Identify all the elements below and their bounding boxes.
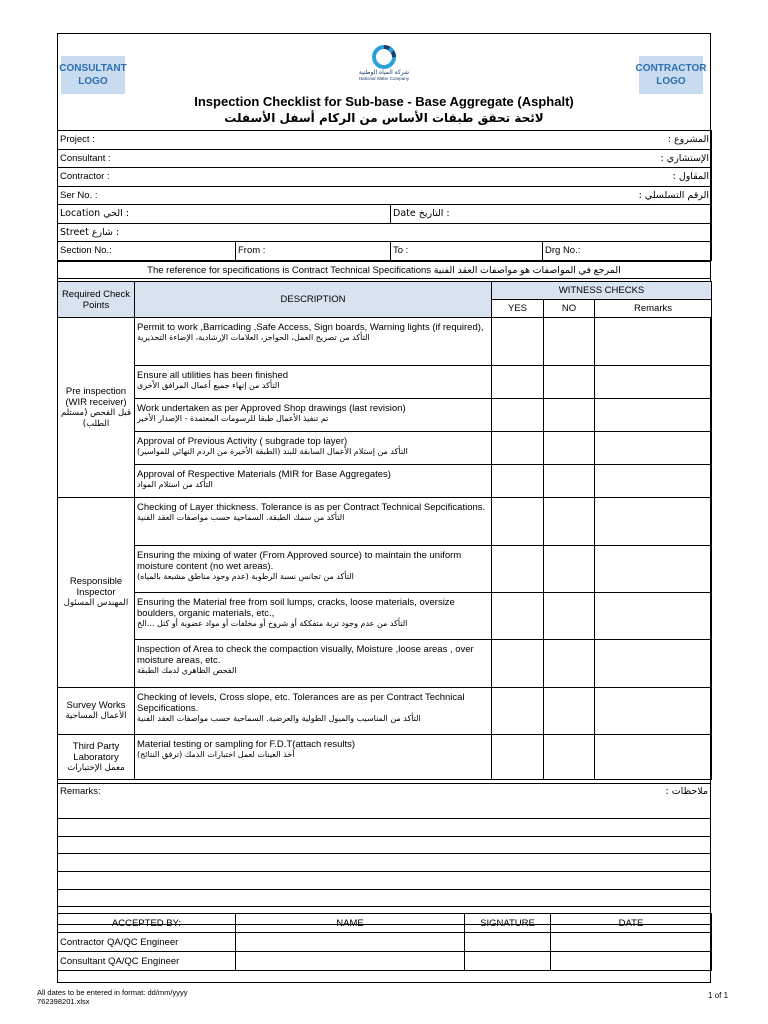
yes-cell[interactable] xyxy=(492,593,544,640)
consultant-date-cell[interactable] xyxy=(551,952,712,971)
remarks-cell[interactable] xyxy=(595,465,712,498)
description-en: Permit to work ,Barricading ,Safe Access, Sign boards, Warning lights (if required), xyxy=(137,322,484,333)
checklist-row xyxy=(58,318,712,366)
water-drop-icon xyxy=(370,45,398,69)
section-no-field[interactable]: Section No.: xyxy=(58,242,236,261)
remarks-cell[interactable] xyxy=(595,318,712,366)
contractor-field[interactable]: Contractor : المقاول : xyxy=(58,168,712,187)
category-label: Third Party Laboratory xyxy=(72,740,120,763)
from-field[interactable]: From : xyxy=(236,242,391,261)
remarks-cell[interactable] xyxy=(595,432,712,465)
item-description xyxy=(135,735,492,780)
remarks-line[interactable] xyxy=(58,872,711,890)
item-description xyxy=(135,546,492,593)
description-ar: التأكد من إنهاء جميع أعمال المرافق الأخرى xyxy=(137,381,280,390)
checklist-row xyxy=(58,640,712,688)
company-logo xyxy=(353,45,415,93)
description-ar: التأكد من تجانس نسبة الرطوبة (عدم وجود مناطق مشبعة بالمياه) xyxy=(137,572,354,581)
contractor-date-cell[interactable] xyxy=(551,933,712,952)
check-point-category xyxy=(58,498,135,688)
company-name-en: National Water Company xyxy=(358,76,410,81)
description-header: DESCRIPTION xyxy=(135,282,492,318)
consultant-logo: CONSULTANT LOGO xyxy=(61,56,125,94)
description-en: Ensuring the Material free from soil lumps, cracks, loose materials, oversize boulders, organic materials, etc., xyxy=(137,597,455,619)
category-label: Survey Works xyxy=(66,700,126,711)
drg-no-field[interactable]: Drg No.: xyxy=(543,242,712,261)
description-ar: التأكد من إستلام الأعمال السابقة للبند (الطبقة الأخيرة من الردم النهائي للمواسير) xyxy=(137,447,408,456)
yes-cell[interactable] xyxy=(492,640,544,688)
no-cell[interactable] xyxy=(544,593,595,640)
reference-text: The reference for specifications is Contract Technical Specifications المرجع في المواصفات هو مواصفات العقد الفنية xyxy=(58,262,711,279)
remarks-line[interactable] xyxy=(58,819,711,837)
reference-table xyxy=(57,261,711,279)
remarks-cell[interactable] xyxy=(595,735,712,780)
no-cell[interactable] xyxy=(544,546,595,593)
checklist-table xyxy=(57,281,712,780)
page-number: 1 of 1 xyxy=(708,991,729,1000)
project-row xyxy=(58,131,712,150)
description-en: Ensure all utilities has been finished xyxy=(137,370,289,381)
yes-header: YES xyxy=(492,300,544,318)
to-field[interactable]: To : xyxy=(391,242,543,261)
title-english: Inspection Checklist for Sub-base - Base Aggregate (Asphalt) xyxy=(194,94,574,109)
item-description xyxy=(135,593,492,640)
description-en: Approval of Respective Materials (MIR for Base Aggregates) xyxy=(137,469,391,480)
contractor-signature-cell[interactable] xyxy=(465,933,551,952)
yes-cell[interactable] xyxy=(492,735,544,780)
description-ar: التأكد من تصريح العمل، الحواجز، العلامات الإرشادية، الإضاءة التحذيرية xyxy=(137,333,370,342)
description-en: Checking of levels, Cross slope, etc. Tolerances are as per Contract Technical Sepcifications. xyxy=(137,692,465,714)
section-row xyxy=(58,242,712,261)
acceptance-table xyxy=(57,913,712,971)
description-ar: التأكد من استلام المواد xyxy=(137,480,213,489)
description-en: Ensuring the mixing of water (From Approved source) to maintain the uniform moisture content (no wet areas). xyxy=(137,550,462,572)
remarks-cell[interactable] xyxy=(595,366,712,399)
consultant-field[interactable]: Consultant : الإستشاري : xyxy=(58,149,712,168)
item-description xyxy=(135,465,492,498)
remarks-cell[interactable] xyxy=(595,640,712,688)
signature-header: SIGNATURE xyxy=(465,914,551,933)
yes-cell[interactable] xyxy=(492,318,544,366)
description-en: Inspection of Area to check the compaction visually, Moisture ,loose areas , over moisture areas, etc. xyxy=(137,644,474,666)
item-description xyxy=(135,640,492,688)
item-description xyxy=(135,498,492,546)
checklist-row xyxy=(58,498,712,546)
ser-no-row xyxy=(58,186,712,205)
item-description xyxy=(135,399,492,432)
checklist-row xyxy=(58,593,712,640)
yes-cell[interactable] xyxy=(492,546,544,593)
date-field[interactable]: Date التاريخ : xyxy=(391,205,712,224)
remarks-table xyxy=(57,783,711,925)
description-en: Work undertaken as per Approved Shop drawings (last revision) xyxy=(137,403,406,414)
check-point-category xyxy=(58,735,135,780)
file-name: 762398201.xlsx xyxy=(37,997,90,1006)
checklist-row xyxy=(58,399,712,432)
description-en: Checking of Layer thickness. Tolerance is as per Contract Technical Sepcifications. xyxy=(137,502,486,513)
remarks-header: Remarks xyxy=(595,300,712,318)
yes-cell[interactable] xyxy=(492,498,544,546)
remarks-line[interactable] xyxy=(58,854,711,872)
remarks-cell[interactable] xyxy=(595,399,712,432)
category-label-ar: المهندس المسئول xyxy=(63,598,129,608)
checklist-row xyxy=(58,432,712,465)
description-en: Material testing or sampling for F.D.T(attach results) xyxy=(137,739,356,750)
checklist-body xyxy=(58,318,712,780)
item-description xyxy=(135,318,492,366)
contractor-name-cell[interactable] xyxy=(236,933,465,952)
remarks-cell[interactable] xyxy=(595,593,712,640)
description-ar: تم تنفيذ الأعمال طبقا للرسومات المعتمدة - الإصدار الأخير xyxy=(137,414,329,423)
no-cell[interactable] xyxy=(544,498,595,546)
accepted-by-header: ACCEPTED BY: xyxy=(58,914,236,933)
item-description xyxy=(135,688,492,735)
item-description xyxy=(135,432,492,465)
check-point-category xyxy=(58,688,135,735)
description-ar: أخذ العينات لعمل اختبارات الدمك (ترفق النتائج) xyxy=(137,750,295,759)
remarks-line[interactable] xyxy=(58,889,711,907)
consultant-signature-cell[interactable] xyxy=(465,952,551,971)
title-arabic: لائحة تحقق طبقات الأساس من الركام أسفل الأسفلت xyxy=(224,111,544,125)
description-ar: التأكد من عدم وجود تربة متفككة أو شروخ أو مخلفات أو مواد عضوية أو كتل ...الخ xyxy=(137,619,408,628)
description-ar: التأكد من سمك الطبقة. السماحية حسب مواصفات العقد الفنية xyxy=(137,513,345,522)
no-cell[interactable] xyxy=(544,688,595,735)
date-header: DATE xyxy=(551,914,712,933)
description-en: Approval of Previous Activity ( subgrade top layer) xyxy=(137,436,348,447)
no-cell[interactable] xyxy=(544,465,595,498)
category-label-ar: الأعمال المساحية xyxy=(65,711,127,721)
description-ar: التأكد من المناسيب والميول الطولية والعرضية. السماحية حسب مواصفات العقد الفنية xyxy=(137,714,421,723)
category-label-ar: معمل الإختبارات xyxy=(67,762,125,773)
no-cell[interactable] xyxy=(544,318,595,366)
checklist-row xyxy=(58,688,712,735)
category-label-ar: قبل الفحص (مستلم الطلب) xyxy=(60,407,132,429)
no-cell[interactable] xyxy=(544,735,595,780)
description-ar: الفحص الظاهري لدمك الطبقة xyxy=(137,666,237,675)
company-name-ar: شركة المياه الوطنية xyxy=(358,69,410,76)
consultant-role: Consultant QA/QC Engineer xyxy=(58,952,236,971)
category-label: Responsible Inspector xyxy=(69,576,123,598)
yes-cell[interactable] xyxy=(492,688,544,735)
footer-notes xyxy=(37,988,187,1006)
remarks-label-row[interactable]: Remarks: ملاحظات : xyxy=(58,784,711,819)
street-field[interactable]: Street شارع : xyxy=(58,223,712,242)
required-check-points-header: Required Check Points xyxy=(58,282,135,318)
contractor-logo: CONTRACTOR LOGO xyxy=(639,56,703,94)
info-table xyxy=(57,130,712,261)
no-cell[interactable] xyxy=(544,640,595,688)
consultant-row xyxy=(58,149,712,168)
checklist-row xyxy=(58,366,712,399)
check-point-category xyxy=(58,318,135,498)
no-cell[interactable] xyxy=(544,432,595,465)
date-format-note: All dates to be entered in format: dd/mm/yyyy xyxy=(37,988,188,997)
item-description xyxy=(135,366,492,399)
consultant-name-cell[interactable] xyxy=(236,952,465,971)
remarks-cell[interactable] xyxy=(595,498,712,546)
location-field[interactable]: Location الحي : xyxy=(58,205,391,224)
checklist-row xyxy=(58,546,712,593)
yes-cell[interactable] xyxy=(492,399,544,432)
remarks-line[interactable] xyxy=(58,836,711,854)
yes-cell[interactable] xyxy=(492,432,544,465)
yes-cell[interactable] xyxy=(492,465,544,498)
yes-cell[interactable] xyxy=(492,366,544,399)
no-header: NO xyxy=(544,300,595,318)
ser-no-field[interactable]: Ser No. : الرقم التسلسلي : xyxy=(58,186,712,205)
category-label: Pre inspection (WIR receiver) xyxy=(65,385,127,408)
contractor-row xyxy=(58,168,712,187)
contractor-role: Contractor QA/QC Engineer xyxy=(58,933,236,952)
project-field[interactable]: Project : المشروع : xyxy=(58,131,712,150)
street-row xyxy=(58,223,712,242)
checklist-row xyxy=(58,465,712,498)
location-row xyxy=(58,205,712,224)
no-cell[interactable] xyxy=(544,366,595,399)
witness-checks-header: WITNESS CHECKS xyxy=(492,282,712,300)
remarks-cell[interactable] xyxy=(595,688,712,735)
checklist-row xyxy=(58,735,712,780)
name-header: NAME xyxy=(236,914,465,933)
no-cell[interactable] xyxy=(544,399,595,432)
remarks-cell[interactable] xyxy=(595,546,712,593)
